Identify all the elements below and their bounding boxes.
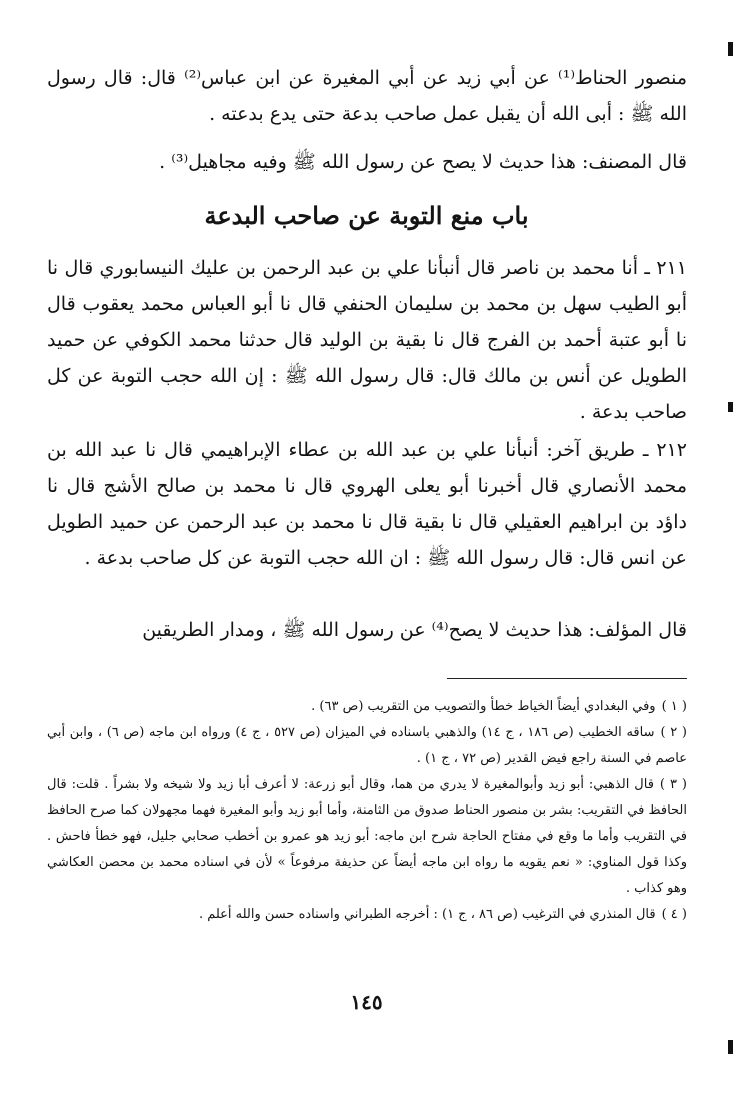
paragraph-hadith-211: ٢١١ ـ أنا محمد بن ناصر قال أنبأنا علي بن عبد الرحمن بن عليك النيسابوري قال نا أبو الطيب سهل بن محمد بن سليمان الحنفي قال نا أبو العباس محمد يعقوب قال نا أبو عتبة أحمد بن الفرج قال نا بقية بن الوليد قال حدثنا محمد الكوفي عن حميد الطويل عن أنس بن مالك قال: قال رسول الله ﷺ : إن الله حجب التوبة عن كل صاحب بدعة . <box>47 257 687 423</box>
page-number: ١٤٥ <box>350 990 383 1014</box>
scan-edge-mark-bottom <box>728 1040 733 1054</box>
footnote-text: ساقه الخطيب (ص ١٨٦ ، ج ١٤) والذهبي باسناده في الميزان (ص ٥٢٧ ، ج ٤) ورواه ابن ماجه (ص ٦) ، وابن أبي عاصم في السنة راجع فيض القدير (ص ٧٢ ، ج ١) . <box>47 725 687 766</box>
scan-edge-mark-top <box>728 42 733 56</box>
footnote-1 <box>47 694 687 720</box>
paragraph-author-verdict: قال المؤلف: هذا حديث لا يصح⁽⁴⁾ عن رسول الله ﷺ ، ومدار الطريقين <box>142 619 687 641</box>
footnote-number: ( ٣ ) <box>659 777 687 792</box>
footnote-number: ( ١ ) <box>661 699 687 714</box>
footnote-divider <box>447 678 687 679</box>
chapter-heading: باب منع التوبة عن صاحب البدعة <box>204 201 529 230</box>
footnote-text: وفي البغدادي أيضاً الخياط خطأ والتصويب من التقريب (ص ٦٣) . <box>311 699 656 714</box>
footnote-number: ( ٢ ) <box>660 725 687 740</box>
paragraph-hadith-text: منصور الحناط⁽¹⁾ عن أبي زيد عن أبي المغيرة عن ابن عباس⁽²⁾ قال: قال رسول الله ﷺ : أبى الله أن يقبل عمل صاحب بدعة حتى يدع بدعته . <box>47 67 688 125</box>
footnote-2 <box>47 720 687 772</box>
scan-edge-mark-middle <box>728 402 733 412</box>
footnote-text: قال المنذري في الترغيب (ص ٨٦ ، ج ١) : أخرجه الطبراني واسناده حسن والله أعلم . <box>198 907 656 922</box>
footnote-number: ( ٤ ) <box>661 907 687 922</box>
paragraph-author-comment: قال المصنف: هذا حديث لا يصح عن رسول الله ﷺ وفيه مجاهيل⁽³⁾ . <box>159 151 687 173</box>
footnotes-section <box>47 694 687 928</box>
footnote-4 <box>47 902 687 928</box>
paragraph-hadith-212: ٢١٢ ـ طريق آخر: أنبأنا علي بن عبد الله بن عطاء الإبراهيمي قال نا عبد الله بن محمد الأنصاري قال أخبرنا أبو يعلى الهروي قال نا محمد بن صالح الأشج قال نا داؤد بن ابراهيم العقيلي قال نا بقية قال نا محمد بن عبد الرحمن عن حميد الطويل عن انس قال: قال رسول الله ﷺ : ان الله حجب التوبة عن كل صاحب بدعة . <box>47 439 687 569</box>
footnote-3 <box>47 772 687 902</box>
footnote-text: قال الذهبي: أبو زيد وأبوالمغيرة لا يدري من هما، وقال أبو زرعة: لا أعرف أبا زيد ولا شيخه ولا بشراً . قلت: قال الحافظ في التقريب: بشر بن منصور الحناط صدوق من الثامنة، وأما أبو زيد وأبو المغيرة فهما مجهولان كما صرح الحافظ في التقريب وأما ما وقع في مفتاح الحاجة شرح ابن ماجه: أبو زيد هو عمرو بن أخطب صحابي جليل، فهو خطأ فاحش . وكذا قول المناوي: « نعم يقويه ما رواه ابن ماجه أيضاً عن حذيفة مرفوعاً » لأن في اسناده محمد بن محصن العكاشي وهو كذاب . <box>47 777 687 896</box>
